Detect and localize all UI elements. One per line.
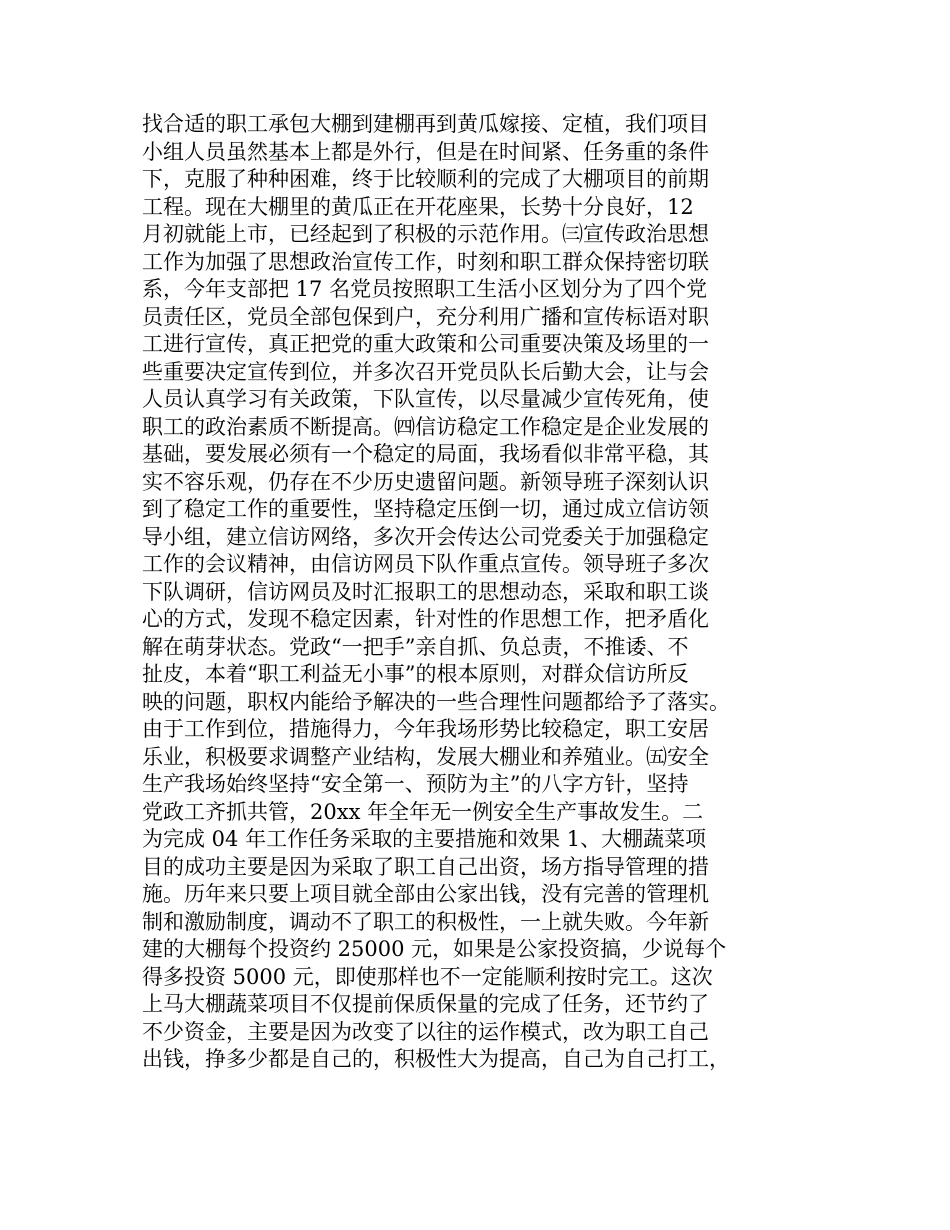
text-line: 乐业，积极要求调整产业结构，发展大棚业和养殖业。㈤安全 xyxy=(142,744,709,769)
text-line: 施。历年来只要上项目就全部由公家出钱，没有完善的管理机 xyxy=(142,882,709,906)
text-line: 实不容乐观，仍存在不少历史遗留问题。新领导班子深刻认识 xyxy=(142,469,709,494)
text-line: 解在萌芽状态。党政“一把手”亲自抓、负总责，不推诿、不 xyxy=(142,634,689,659)
text-line: 系，今年支部把 17 名党员按照职工生活小区划分为了四个党 xyxy=(142,277,708,301)
text-line: 得多投资 5000 元，即使那样也不一定能顺利按时完工。这次 xyxy=(142,964,713,989)
text-line: 人员认真学习有关政策，下队宣传，以尽量减少宣传死角，使 xyxy=(142,387,709,411)
text-line: 导小组，建立信访网络，多次开会传达公司党委关于加强稳定 xyxy=(142,524,709,549)
text-line: 些重要决定宣传到位，并多次召开党员队长后勤大会，让与会 xyxy=(142,359,709,384)
text-line: 找合适的职工承包大棚到建棚再到黄瓜嫁接、定植，我们项目 xyxy=(142,112,709,136)
text-line: 月初就能上市，已经起到了积极的示范作用。㈢宣传政治思想 xyxy=(142,222,709,246)
text-line: 目的成功主要是因为采取了职工自己出资，场方指导管理的措 xyxy=(142,854,709,879)
text-line: 由于工作到位，措施得力，今年我场形势比较稳定，职工安居 xyxy=(142,717,709,741)
text-line: 为完成 04 年工作任务采取的主要措施和效果 1、大棚蔬菜项 xyxy=(142,827,707,851)
text-line: 出钱，挣多少都是自己的，积极性大为提高，自己为自己打工， xyxy=(142,1047,730,1071)
text-line: 基础，要发展必须有一个稳定的局面，我场看似非常平稳，其 xyxy=(142,442,709,466)
text-line: 工作为加强了思想政治宣传工作，时刻和职工群众保持密切联 xyxy=(142,249,709,274)
text-line: 扯皮，本着“职工利益无小事”的根本原则，对群众信访所反 xyxy=(142,662,689,686)
text-line: 上马大棚蔬菜项目不仅提前保质保量的完成了任务，还节约了 xyxy=(142,992,709,1016)
text-line: 员责任区，党员全部包保到户，充分利用广播和宣传标语对职 xyxy=(142,304,709,329)
text-line: 映的问题，职权内能给予解决的一些合理性问题都给予了落实。 xyxy=(142,689,730,714)
text-line: 生产我场始终坚持“安全第一、预防为主”的八字方针，坚持 xyxy=(142,772,689,796)
text-line: 党政工齐抓共管，20xx 年全年无一例安全生产事故发生。二 xyxy=(142,799,704,824)
text-line: 不少资金，主要是因为改变了以往的运作模式，改为职工自己 xyxy=(142,1019,709,1044)
text-line: 工作的会议精神，由信访网员下队作重点宣传。领导班子多次 xyxy=(142,552,709,576)
text-line: 工程。现在大棚里的黄瓜正在开花座果，长势十分良好，12 xyxy=(142,194,694,219)
text-line: 职工的政治素质不断提高。㈣信访稳定工作稳定是企业发展的 xyxy=(142,414,709,439)
text-line: 下队调研，信访网员及时汇报职工的思想动态，采取和职工谈 xyxy=(142,579,709,604)
text-line: 下，克服了种种困难，终于比较顺利的完成了大棚项目的前期 xyxy=(142,167,709,191)
text-line: 心的方式，发现不稳定因素，针对性的作思想工作，把矛盾化 xyxy=(142,607,709,631)
text-line: 到了稳定工作的重要性，坚持稳定压倒一切，通过成立信访领 xyxy=(142,497,709,521)
text-line: 制和激励制度，调动不了职工的积极性，一上就失败。今年新 xyxy=(142,909,709,934)
text-line: 建的大棚每个投资约 25000 元，如果是公家投资搞，少说每个 xyxy=(142,937,727,961)
text-line: 小组人员虽然基本上都是外行，但是在时间紧、任务重的条件 xyxy=(142,139,709,164)
body-text xyxy=(142,111,832,1074)
text-line: 工进行宣传，真正把党的重大政策和公司重要决策及场里的一 xyxy=(142,332,709,356)
